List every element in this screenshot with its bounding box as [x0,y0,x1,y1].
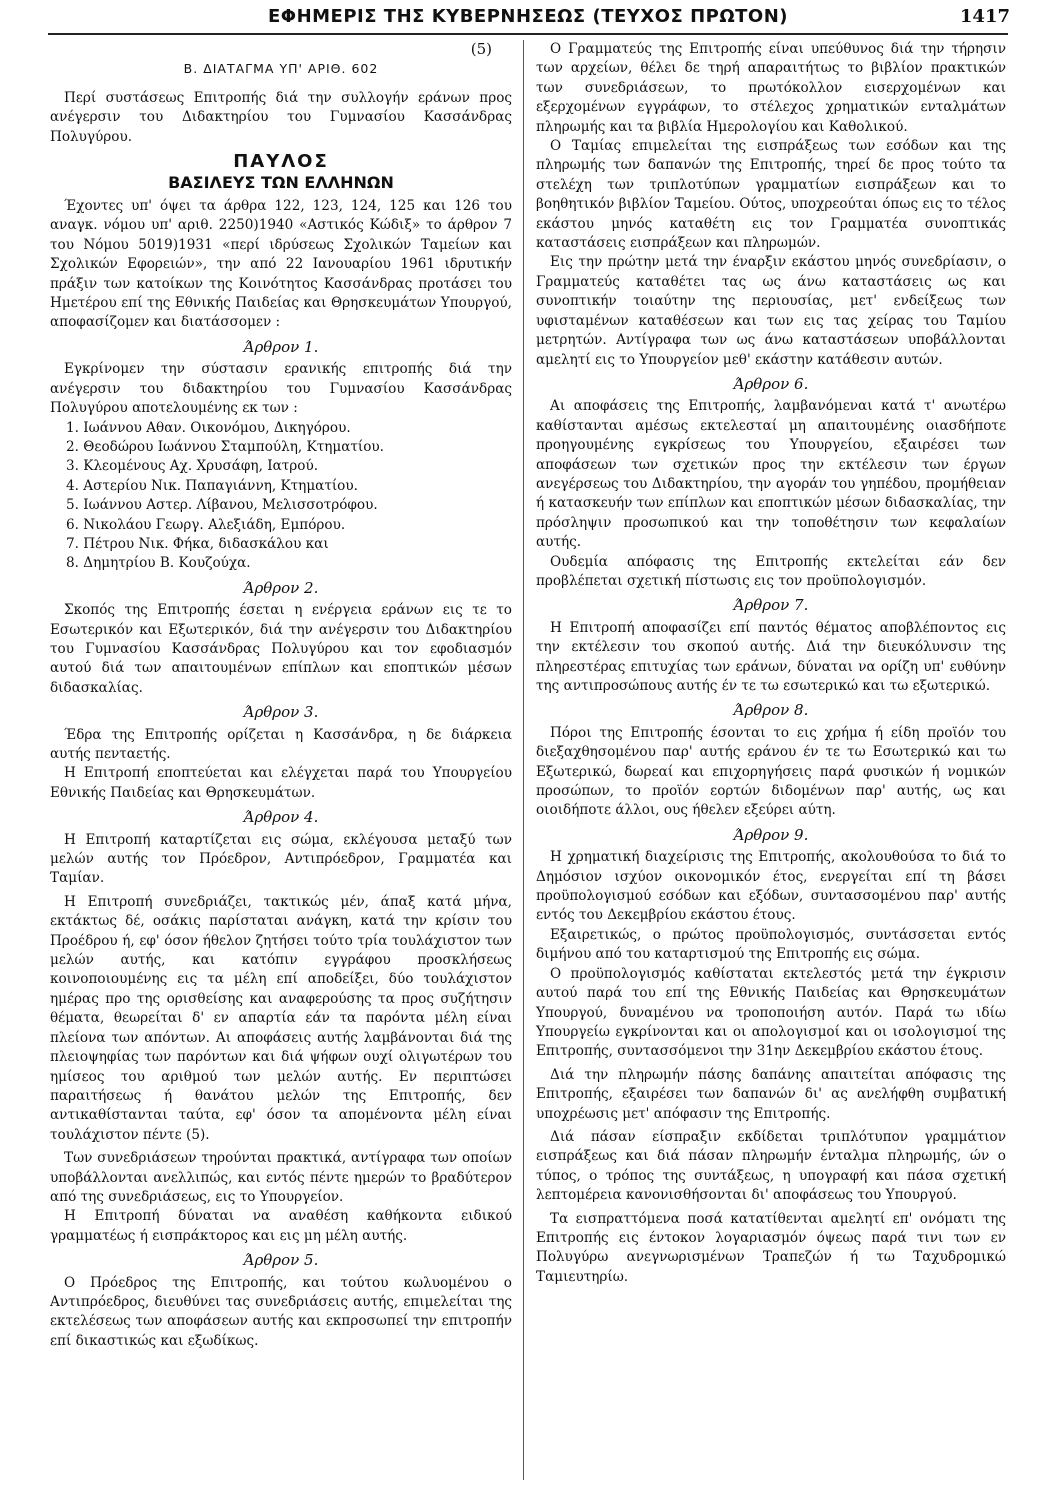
article-3-paragraph: Έδρα της Επιτροπής ορίζεται η Κασσάνδρα, η δε διάρκεια αυτής πενταετής. [50,726,512,762]
article-2-text: Σκοπός της Επιτροπής έσεται η ενέργεια εράνων εις τε το Εσωτερικόν και Εξωτερικόν, διά την ανέγερσιν του Διδακτηρίου του Γυμνασίου Κασσάνδρας Πολυγύρου και τον εφοδιασμόν αυτού διά των απαιτουμένων επίπλων και εποπτικών μέσων διδασκαλίας. [50,602,512,696]
page-number: 1417 [959,6,1010,27]
article-6-heading: Άρθρον 6. [733,374,809,393]
article-5-heading: Άρθρον 5. [243,1251,319,1270]
member-item: 5. Ιωάννου Αστερ. Λίβανου, Μελισσοτρόφου. [66,497,378,514]
member-item: 1. Ιωάννου Αθαν. Οικονόμου, Δικηγόρου. [66,419,351,436]
article-5-paragraph: Ο Ταμίας επιμελείται της εισπράξεως των εσόδων και της πληρωμής των δαπανών της Επιτροπής, τηρεί δε προς τούτο τα στελέχη των τριπλοτύπων γραμματίων εισπράξεων και το βοηθητικόν βιβλίον Ταμείου. Ούτος, υποχρεούται όπως εις το τέλος εκάστου μηνός καταθέτη εις τον Γραμματέα συνοπτικάς καταστάσεις εισπράξεων και πληρωμών. [536,138,1006,252]
article-4-paragraph: Η Επιτροπή δύναται να αναθέση καθήκοντα ειδικού γραμματέως ή εισπράκτορος και εις μη μέλη αυτής. [50,1208,512,1244]
article-9-paragraph: Τα εισπραττόμενα ποσά κατατίθενται αμελητί επ' ονόματι της Επιτροπής εις έντοκον λογαριασμόν όψεως παρά τινι των εν Πολυγύρω ανεγνωρισμένων Τραπεζών ή τω Ταχυδρομικώ Ταμιευτηρίω. [536,1210,1006,1285]
page-header [48,6,1008,32]
preamble: Έχοντες υπ' όψει τα άρθρα 122, 123, 124, 125 και 126 του αναγκ. νόμου υπ' αριθ. 2250)1940 «Αστικός Κώδιξ» το άρθρον 7 του Νόμου 5019)1931 «περί ιδρύσεως Σχολικών Ταμείων και Σχολικών Εφορειών», την από 22 Ιανουαρίου 1961 ιδρυτικήν πράξιν των κατοίκων της Κοινότητος Κασσάνδρας προτάσει του Ημετέρου επί της Εθνικής Παιδείας και Θρησκευμάτων Υπουργού, αποφασίζομεν και διατάσσομεν : [50,198,512,331]
article-5-paragraph: Ο Πρόεδρος της Επιτροπής, και τούτου κωλυομένου ο Αντιπρόεδρος, διευθύνει τας συνεδριάσεις αυτής, επιμελείται της εκτελέσεως των αποφάσεων αυτής και εκπροσωπεί την επιτροπήν επί δικαστικώς και εξωδίκως. [50,1274,512,1349]
member-item: 6. Νικολάου Γεωργ. Αλεξιάδη, Εμπόρου. [66,516,346,533]
article-9-paragraph: Εξαιρετικώς, ο πρώτος προϋπολογισμός, συντάσσεται εντός διμήνου από του καταρτισμού της Επιτροπής εις σώμα. [536,926,1006,963]
article-8-heading: Άρθρον 8. [733,701,809,720]
article-4-paragraph: Η Επιτροπή συνεδριάζει, τακτικώς μέν, άπαξ κατά μήνα, εκτάκτως δέ, οσάκις παρίσταται ανάγκη, κατά την κρίσιν του Προέδρου ή, εφ' όσον ήθελον ζητήσει τούτο τρία τουλάχιστον των μελών αυτής, και κατόπιν εγγράφου προσκλήσεως κοινοποιουμένης εις τα μέλη επί αποδείξει, δύο τουλάχιστον ημέρας προ της ορισθείσης και αναφερούσης τα προς συζήτησιν θέματα, θεωρείται δ' εν απαρτία εάν τα παρόντα μέλη είναι πλείονα των απόντων. Αι αποφάσεις αυτής λαμβάνονται διά της πλειοψηφίας των παρόντων και διά ψήφων ουχί ολιγωτέρων του ημίσεος του αριθμού των μελών αυτής. Εν περιπτώσει παραιτήσεως ή θανάτου μελών της Επιτροπής, δεν αντικαθίστανται ταύτα, εφ' όσον τα απομένοντα μέλη είναι τουλάχιστον πέντε (5). [50,893,512,1143]
article-9-paragraph: Η χρηματική διαχείρισις της Επιτροπής, ακολουθούσα το διά το Δημόσιον ισχύον οικονομικόν έτος, ενεργείται επί τη βάσει προϋπολογισμού εσόδων και εξόδων, συντασσομένου παρ' αυτής εντός του Δεκεμβρίου εκάστου έτους. [536,849,1006,924]
committee-members-list [50,419,512,574]
article-9-paragraph: Διά την πληρωμήν πάσης δαπάνης απαιτείται απόφασις της Επιτροπής, εξαιρέσει των δαπανών δι' ας ανελήφθη συμβατική υποχρέωσις μετ' απόφασιν της Επιτροπής. [536,1066,1006,1122]
article-8-paragraph: Πόροι της Επιτροπής έσονται το εις χρήμα ή είδη προϊόν του διεξαχθησομένου παρ' αυτής εράνου έν τε τω Εσωτερικώ και τω Εξωτερικώ, δωρεαί και επιχορηγήσεις παρά φυσικών ή νομικών προσώπων, το προϊόν εορτών διδομένων παρ' αυτής, ως και οιοιδήποτε άλλοι, ους ήθελεν εξεύρει αύτη. [536,724,1006,819]
right-column [536,40,1006,1287]
article-1-heading: Άρθρον 1. [243,337,319,356]
header-rule [48,33,1008,35]
article-5-paragraph: Εις την πρώτην μετά την έναρξιν εκάστου μηνός συνεδρίασιν, ο Γραμματεύς καταθέτει τας ως άνω καταστάσεις ως και συνοπτικήν τοιαύτην της περιουσίας, μετ' ενδείξεως των υφισταμένων καταθέσεων και των εις τας χείρας του Ταμίου μετρητών. Αντίγραφα των ως άνω καταστάσεων υποβάλλονται αμελητί εις το Υπουργείον μεθ' εκάστην κατάθεσιν αυτών. [536,254,1006,368]
article-9-paragraph: Διά πάσαν είσπραξιν εκδίδεται τριπλότυπον γραμμάτιον εισπράξεως και διά πάσαν πληρωμήν ένταλμα πληρωμής, ών ο τύπος, ο τρόπος της συντάξεως, η υπογραφή και πάσα σχετική λεπτομέρεια κανονισθήσονται δι' αποφάσεως του Υπουργού. [536,1128,1006,1204]
decree-subject: Περί συστάσεως Επιτροπής διά την συλλογήν εράνων προς ανέγερσιν του Διδακτηρίου του Γυμνασίου Κασσάνδρας Πολυγύρου. [50,89,512,145]
article-7-paragraph: Η Επιτροπή αποφασίζει επί παντός θέματος αποβλέποντος εις την εκτέλεσιν του σκοπού αυτής. Διά την διευκόλυνσιν της πληρεστέρας επιτυχίας των εράνων, δύναται να ορίζη υπ' ευθύνην της αντιπροσώπους αυτής έν τε τω εσωτερικώ και τω εξωτερικώ. [536,619,1006,694]
member-item: 4. Αστερίου Νικ. Παπαγιάννη, Κτηματίου. [66,477,358,494]
article-3-heading: Άρθρον 3. [243,703,319,722]
article-6-paragraph: Αι αποφάσεις της Επιτροπής, λαμβανόμεναι κατά τ' ανωτέρω καθίστανται αμέσως εκτελεσταί μη απαιτουμένης οιασδήποτε προηγουμένης εγκρίσεως του Υπουργείου, εξαιρέσει των αποφάσεων των σχετικών προς την εκτέλεσιν των έργων ανεγέρσεως του Διδακτηρίου, την αγοράν του γηπέδου, προμήθειαν ή κατασκευήν των επίπλων και εποπτικών μέσων διδασκαλίας, την πρόσληψιν προσωπικού και την τοποθέτησιν των κεφαλαίων αυτής. [536,398,1006,551]
article-5-paragraph: Ο Γραμματεύς της Επιτροπής είναι υπεύθυνος διά την τήρησιν των αρχείων, θέλει δε τηρή απαραιτήτως το βιβλίον πρακτικών των συνεδριάσεων, το πρωτόκολλον εισερχομένων και εξερχομένων εγγράφων, το στέλεχος χρηματικών ενταλμάτων πληρωμής και τα βιβλία Ημερολογίου και Καθολικού. [536,41,1006,135]
article-4-heading: Άρθρον 4. [243,808,319,827]
left-column [50,40,512,1351]
article-4-paragraph: Η Επιτροπή καταρτίζεται εις σώμα, εκλέγουσα μεταξύ των μελών αυτής τον Πρόεδρον, Αντιπρόεδρον, Γραμματέα και Ταμίαν. [50,831,512,887]
article-6-paragraph: Ουδεμία απόφασις της Επιτροπής εκτελείται εάν δεν προβλέπεται σχετική πίστωσις εις τον προϋπολογισμόν. [536,553,1006,589]
article-3-paragraph: Η Επιτροπή εποπτεύεται και ελέγχεται παρά του Υπουργείου Εθνικής Παιδείας και Θρησκευμάτων. [50,765,512,801]
article-9-heading: Άρθρον 9. [733,825,809,844]
member-item: 3. Κλεομένους Αχ. Χρυσάφη, Ιατρού. [66,458,319,475]
king-title: ΒΑΣΙΛΕΥΣ ΤΩΝ ΕΛΛΗΝΩΝ [168,173,394,193]
article-1-intro: Εγκρίνομεν την σύστασιν ερανικής επιτροπής διά την ανέγερσιν του διδακτηρίου του Γυμνασίου Κασσάνδρας Πολυγύρου αποτελουμένης εκ των : [50,361,512,417]
article-4-paragraph: Των συνεδριάσεων τηρούνται πρακτικά, αντίγραφα των οποίων υποβάλλονται ανελλιπώς, και εντός πέντε ημερών το βραδύτερον από της συνεδριάσεως, εις το Υπουργείον. [50,1150,512,1205]
king-name: ΠΑΥΛΟΣ [233,151,329,173]
member-item: 7. Πέτρου Νικ. Φήκα, διδασκάλου και [66,535,329,552]
article-7-heading: Άρθρον 7. [733,596,809,615]
member-item: 8. Δημητρίου Β. Κουζούχα. [66,555,251,572]
section-number: (5) [470,40,492,58]
article-9-paragraph: Ο προϋπολογισμός καθίσταται εκτελεστός μετά την έγκρισιν αυτού παρά του επί της Εθνικής Παιδείας και Θρησκευμάτων Υπουργού, δυναμένου να τροποποιήση αυτόν. Παρά τω ιδίω Υπουργείω εγκρίνονται και οι απολογισμοί και οι ισολογισμοί της Επιτροπής, συντασσόμενοι την 31ην Δεκεμβρίου εκάστου έτους. [536,965,1006,1060]
decree-number: Β. ΔΙΑΤΑΓΜΑ ΥΠ' ΑΡΙΘ. 602 [183,61,379,77]
member-item: 2. Θεοδώρου Ιωάννου Σταμπούλη, Κτηματίου. [66,438,385,455]
column-divider [523,40,524,1480]
article-2-heading: Άρθρον 2. [243,578,319,597]
gazette-title: ΕΦΗΜΕΡΙΣ ΤΗΣ ΚΥΒΕΡΝΗΣΕΩΣ (ΤΕΥΧΟΣ ΠΡΩΤΟΝ) [267,6,788,27]
